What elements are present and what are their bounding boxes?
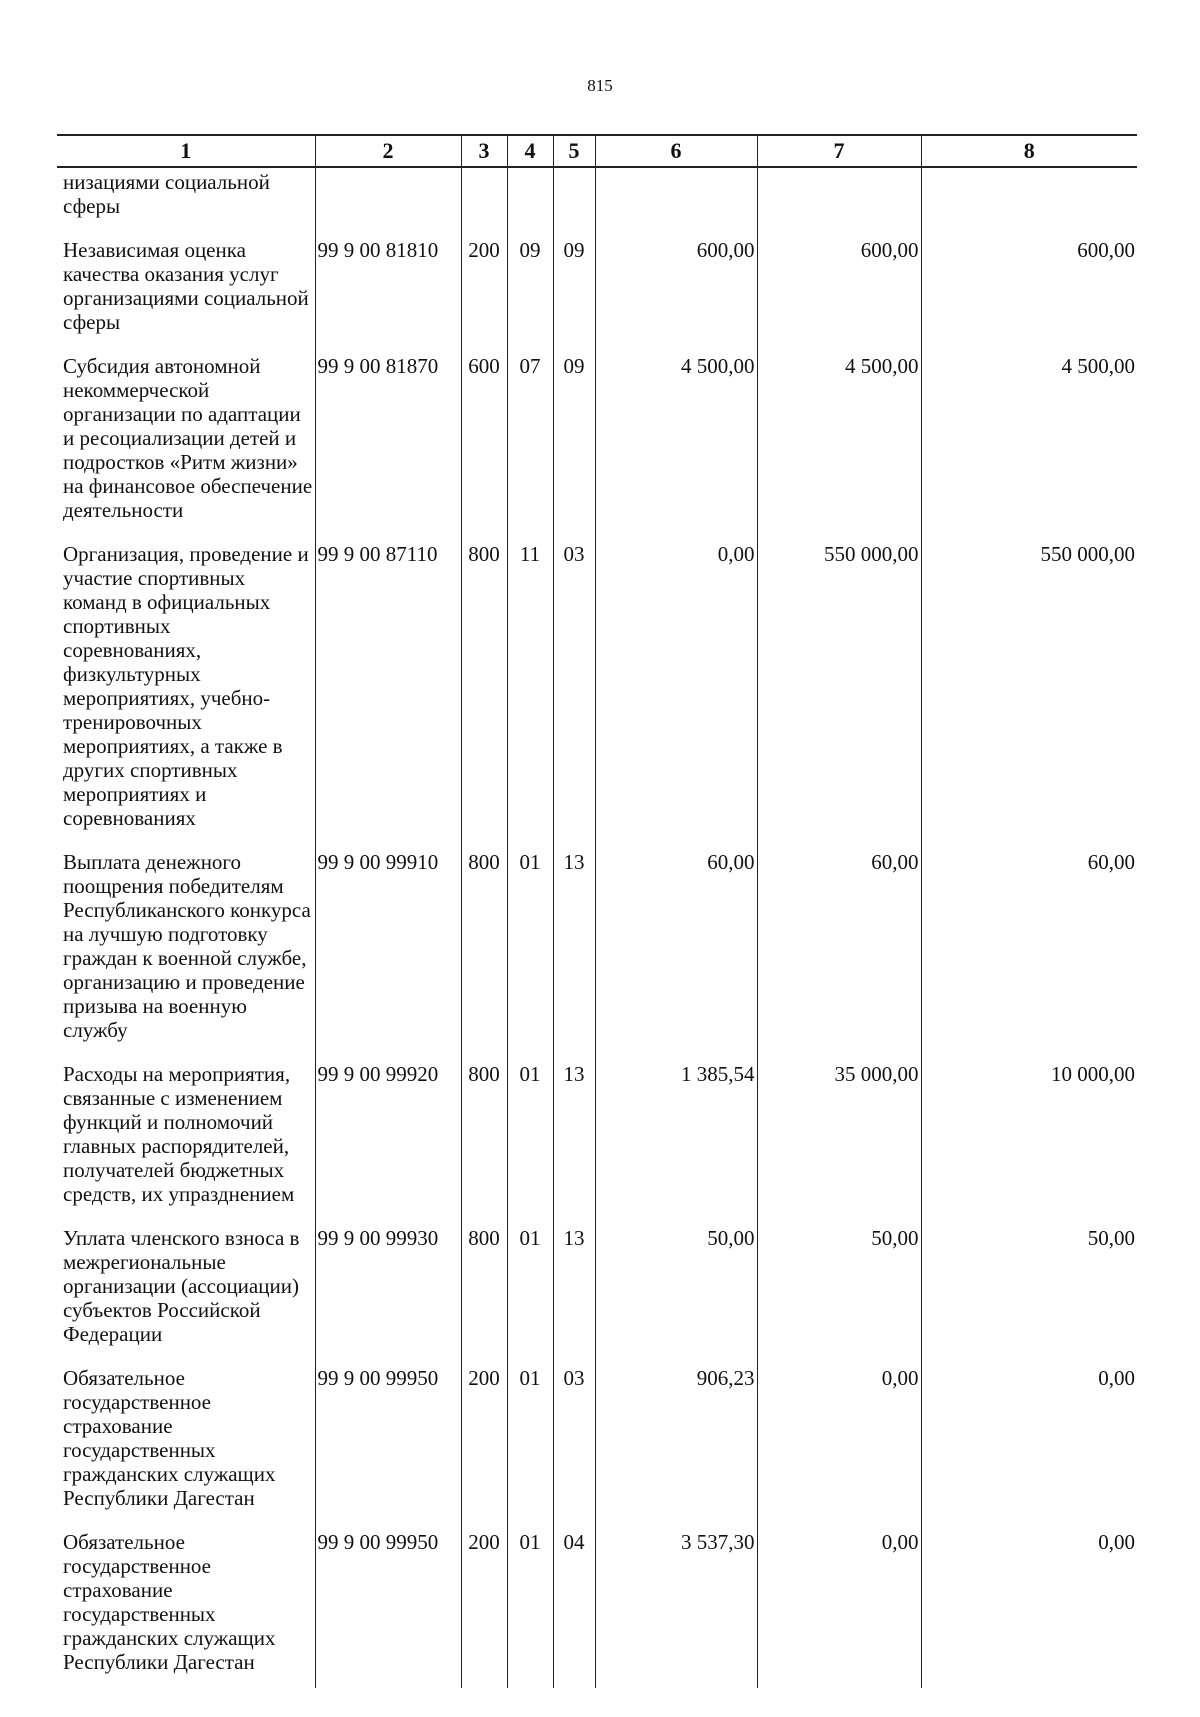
section-code: 01 [507,844,553,1056]
amount-col-7: 600,00 [757,232,921,348]
amount-col-6 [595,167,757,232]
subsection-code: 09 [553,348,595,536]
target-code: 99 9 00 81870 [315,348,461,536]
subsection-code: 13 [553,844,595,1056]
section-code: 01 [507,1360,553,1524]
column-header: 1 [57,135,315,167]
expense-type-code: 800 [461,536,507,844]
expense-name: Независимая оценка качества оказания услуг организациями социальной сферы [63,238,309,334]
expense-type-code: 800 [461,844,507,1056]
table-row [57,1360,1137,1524]
amount-col-6: 600,00 [595,232,757,348]
amount-col-8: 4 500,00 [921,348,1137,536]
amount-col-8: 0,00 [921,1524,1137,1688]
target-code [315,167,461,232]
amount-col-6: 3 537,30 [595,1524,757,1688]
expense-name: Расходы на мероприятия, связанные с изменением функций и полномочий главных распорядителей, получателей бюджетных средств, их упразднением [63,1062,295,1206]
amount-col-6: 906,23 [595,1360,757,1524]
amount-col-8: 600,00 [921,232,1137,348]
amount-col-6: 60,00 [595,844,757,1056]
expense-name: низациями социальной сферы [63,170,270,218]
table-row [57,1056,1137,1220]
amount-col-6: 4 500,00 [595,348,757,536]
section-code: 01 [507,1220,553,1360]
amount-col-7: 0,00 [757,1524,921,1688]
amount-col-7: 50,00 [757,1220,921,1360]
expense-type-code: 800 [461,1056,507,1220]
expense-type-code: 200 [461,1360,507,1524]
subsection-code: 03 [553,1360,595,1524]
amount-col-8: 0,00 [921,1360,1137,1524]
table-row [57,348,1137,536]
expense-type-code: 800 [461,1220,507,1360]
table-row [57,1220,1137,1360]
expense-name: Организация, проведение и участие спортивных команд в официальных спортивных соревнованиях, физкультурных мероприятиях, учебно-тренировочных мероприятиях, а также в других спортивных мероприятиях и соревнованиях [63,542,309,830]
expense-name: Обязательное государственное страхование государственных гражданских служащих Республики Дагестан [63,1366,276,1510]
column-header: 7 [757,135,921,167]
expense-type-code: 200 [461,1524,507,1688]
section-code: 09 [507,232,553,348]
amount-col-7: 60,00 [757,844,921,1056]
amount-col-7: 0,00 [757,1360,921,1524]
amount-col-8: 10 000,00 [921,1056,1137,1220]
expense-type-code: 200 [461,232,507,348]
section-code: 07 [507,348,553,536]
amount-col-7: 550 000,00 [757,536,921,844]
amount-col-8: 550 000,00 [921,536,1137,844]
amount-col-7: 4 500,00 [757,348,921,536]
target-code: 99 9 00 81810 [315,232,461,348]
table-row [57,1524,1137,1688]
header-row [57,135,1137,167]
amount-col-6: 50,00 [595,1220,757,1360]
amount-col-7: 35 000,00 [757,1056,921,1220]
section-code [507,167,553,232]
target-code: 99 9 00 99920 [315,1056,461,1220]
amount-col-8: 50,00 [921,1220,1137,1360]
section-code: 01 [507,1524,553,1688]
expense-type-code: 600 [461,348,507,536]
column-header: 4 [507,135,553,167]
section-code: 01 [507,1056,553,1220]
amount-col-6: 1 385,54 [595,1056,757,1220]
target-code: 99 9 00 99910 [315,844,461,1056]
subsection-code: 13 [553,1056,595,1220]
expense-name: Субсидия автономной некоммерческой организации по адаптации и ресоциализации детей и подростков «Ритм жизни» на финансовое обеспечение деятельности [63,354,313,522]
subsection-code: 09 [553,232,595,348]
column-header: 3 [461,135,507,167]
page-number: 815 [587,76,613,95]
expense-type-code [461,167,507,232]
column-header: 5 [553,135,595,167]
amount-col-6: 0,00 [595,536,757,844]
amount-col-7 [757,167,921,232]
subsection-code [553,167,595,232]
column-header: 6 [595,135,757,167]
amount-col-8 [921,167,1137,232]
target-code: 99 9 00 99950 [315,1524,461,1688]
target-code: 99 9 00 87110 [315,536,461,844]
expense-name: Выплата денежного поощрения победителям Республиканского конкурса на лучшую подготовку граждан к военной службе, организацию и проведение призыва на военную службу [63,850,311,1042]
section-code: 11 [507,536,553,844]
amount-col-8: 60,00 [921,844,1137,1056]
budget-table [57,134,1137,1688]
table-row [57,844,1137,1056]
subsection-code: 04 [553,1524,595,1688]
column-header: 8 [921,135,1137,167]
expense-name: Уплата членского взноса в межрегиональные организации (ассоциации) субъектов Российской Федерации [63,1226,300,1346]
expense-name: Обязательное государственное страхование государственных гражданских служащих Республики Дагестан [63,1530,276,1674]
table-row [57,232,1137,348]
target-code: 99 9 00 99950 [315,1360,461,1524]
column-header: 2 [315,135,461,167]
target-code: 99 9 00 99930 [315,1220,461,1360]
table-row [57,536,1137,844]
subsection-code: 03 [553,536,595,844]
table-row [57,167,1137,232]
subsection-code: 13 [553,1220,595,1360]
